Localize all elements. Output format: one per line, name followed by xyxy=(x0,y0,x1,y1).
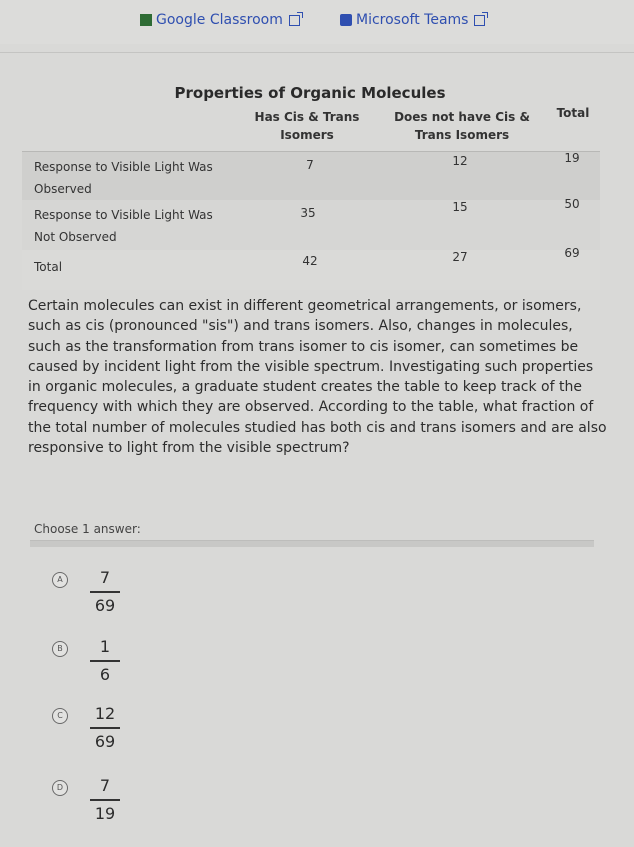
header-total: Total xyxy=(556,106,590,120)
cell-not-observed-cis: 35 xyxy=(300,206,316,220)
fraction-bar xyxy=(90,799,120,801)
cell-observed-cis: 7 xyxy=(306,158,314,172)
row-label-line1: Total xyxy=(34,260,63,274)
fraction-bar xyxy=(90,660,120,662)
fraction xyxy=(88,568,122,616)
row-label-line1: Response to Visible Light Was xyxy=(34,208,213,222)
external-link-icon xyxy=(289,15,300,26)
cell-not-observed-total: 50 xyxy=(564,197,580,211)
cell-observed-notcis: 12 xyxy=(452,154,468,168)
fraction-numerator: 12 xyxy=(94,704,116,723)
header-cis-line1: Has Cis & Trans xyxy=(254,110,360,124)
fraction xyxy=(88,704,122,752)
row-label-observed xyxy=(34,156,244,200)
cell-not-observed-notcis: 15 xyxy=(452,200,468,214)
external-link-icon xyxy=(474,15,485,26)
answer-option-d[interactable] xyxy=(52,776,252,836)
row-label-line1: Response to Visible Light Was xyxy=(34,160,213,174)
answer-option-b[interactable] xyxy=(52,637,252,697)
fraction-bar xyxy=(90,591,120,593)
google-classroom-icon xyxy=(140,14,152,26)
fraction-denominator: 69 xyxy=(94,731,116,751)
header-notcis-line1: Does not have Cis & xyxy=(394,110,530,124)
microsoft-teams-icon xyxy=(340,14,352,26)
divider xyxy=(30,540,594,547)
header-has-cis-trans xyxy=(252,108,362,144)
row-label-line2: Not Observed xyxy=(34,230,117,244)
google-classroom-label: Google Classroom xyxy=(156,12,283,28)
fraction xyxy=(88,637,122,685)
table-title: Properties of Organic Molecules xyxy=(174,84,446,102)
header-cis-line2: Isomers xyxy=(280,128,334,142)
fraction-denominator: 6 xyxy=(99,664,111,684)
fraction-numerator: 7 xyxy=(99,568,111,587)
row-label-line2: Observed xyxy=(34,182,92,196)
fraction-bar xyxy=(90,727,120,729)
choose-answer-label: Choose 1 answer: xyxy=(34,522,141,536)
cell-total-notcis: 27 xyxy=(452,250,468,264)
cell-observed-total: 19 xyxy=(564,151,580,165)
header-notcis-line2: Trans Isomers xyxy=(414,128,510,142)
fraction-denominator: 69 xyxy=(94,595,116,615)
google-classroom-link[interactable] xyxy=(140,12,300,28)
cell-total-cis: 42 xyxy=(302,254,318,268)
radio-button[interactable]: C xyxy=(52,708,68,724)
fraction xyxy=(88,776,122,824)
top-links-bar xyxy=(0,0,634,44)
fraction-numerator: 1 xyxy=(99,637,111,656)
fraction-denominator: 19 xyxy=(94,803,116,823)
microsoft-teams-link[interactable] xyxy=(340,12,485,28)
row-label-not-observed xyxy=(34,204,244,248)
fraction-numerator: 7 xyxy=(99,776,111,795)
radio-button[interactable]: B xyxy=(52,641,68,657)
header-no-cis-trans xyxy=(392,108,532,144)
cell-total-total: 69 xyxy=(564,246,580,260)
radio-button[interactable]: D xyxy=(52,780,68,796)
microsoft-teams-label: Microsoft Teams xyxy=(356,12,469,28)
radio-button[interactable]: A xyxy=(52,572,68,588)
answer-option-c[interactable] xyxy=(52,704,252,764)
divider xyxy=(0,52,634,53)
question-text: Certain molecules can exist in different geometrical arrangements, or isomers, such as cis (pronounced "sis") and trans isomers. Also, changes in molecules, such as the transformation from trans isomer to cis isomer, can sometimes be caused by incident light from the visible spectrum. Investigating such properties in organic molecules, a graduate student creates the table to keep track of the frequency with which they are observed. According to the table, what fraction of the total number of molecules studied has both cis and trans isomers and are also responsive to light from the visible spectrum? xyxy=(28,298,607,457)
answer-option-a[interactable] xyxy=(52,568,252,628)
row-label-total xyxy=(34,256,244,278)
